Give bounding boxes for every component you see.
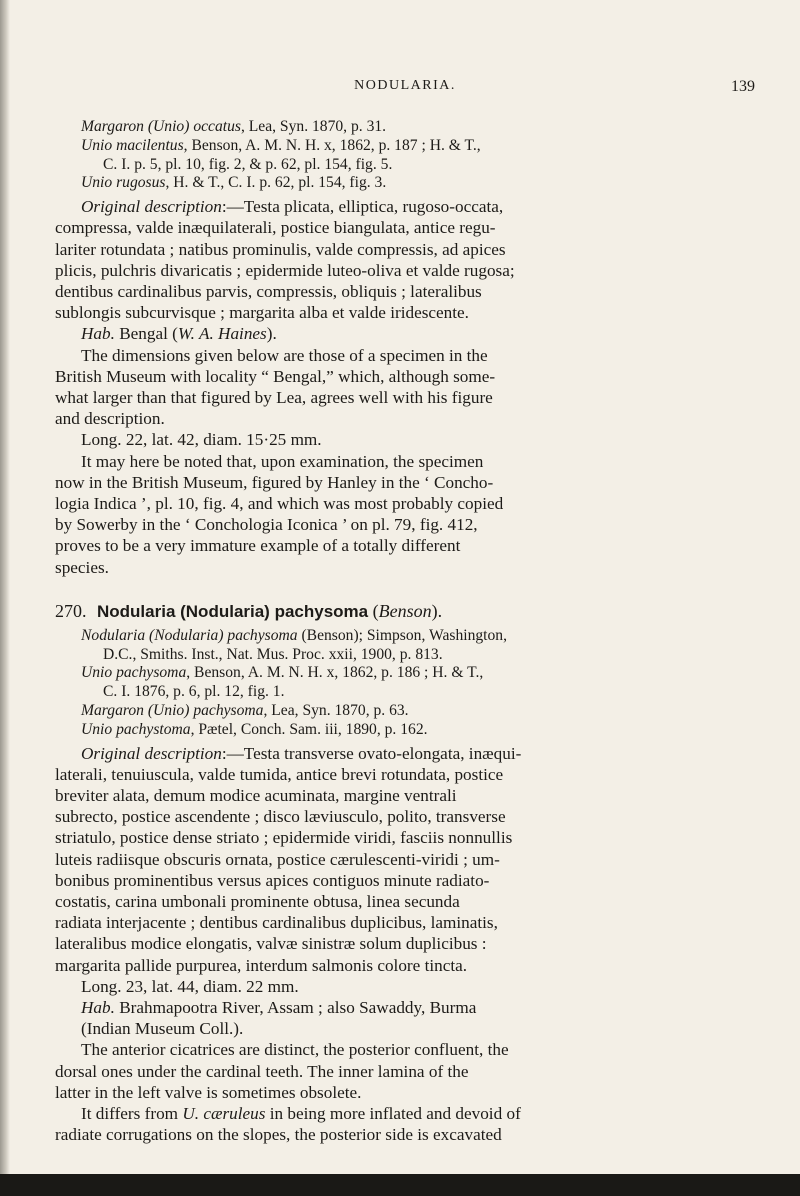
original-description-2 bbox=[55, 743, 755, 976]
dimensions-2: Long. 23, lat. 44, diam. 22 mm. bbox=[81, 976, 299, 996]
text-line: Brahmapootra River, Assam ; also Sawaddy, Burma bbox=[114, 998, 477, 1018]
habitat-1 bbox=[55, 323, 755, 344]
text-line: by Sowerby in the ‘ Conchologia Iconica ’ on pl. 79, fig. 412, bbox=[55, 515, 478, 535]
synonymy-list-2 bbox=[55, 627, 755, 740]
comparison-rest: in being more inflated and devoid of bbox=[265, 1104, 521, 1124]
text-line: luteis radiisque obscuris ornata, postice cærulescenti-viridi ; um- bbox=[55, 849, 500, 869]
page-body bbox=[55, 118, 755, 1145]
taxon-name: Nodularia (Nodularia) pachysoma bbox=[81, 626, 298, 644]
text-line: lariter rotundata ; natibus prominulis, valde compressis, ad apices bbox=[55, 239, 506, 259]
text-line: laterali, tenuiuscula, valde tumida, antice brevi rotundata, postice bbox=[55, 764, 504, 784]
taxon-name: Unio pachysoma bbox=[81, 664, 187, 682]
synonymy-entry bbox=[55, 646, 755, 665]
remarks-paragraph-3 bbox=[55, 1039, 755, 1103]
text-line: dentibus cardinalibus parvis, compressis, obliquis ; lateralibus bbox=[55, 282, 482, 301]
taxon-name: Margaron (Unio) occatus bbox=[81, 118, 241, 135]
book-spine-shadow bbox=[0, 0, 10, 1196]
text-line: lateralibus modice elongatis, valvæ sinistræ solum duplicibus : bbox=[55, 934, 487, 954]
text-line: what larger than that figured by Lea, agrees well with his figure bbox=[55, 388, 493, 408]
species-number: 270. bbox=[55, 600, 87, 621]
text-line: logia Indica ’, pl. 10, fig. 4, and which was most probably copied bbox=[55, 494, 504, 514]
original-description-label-2: Original description bbox=[81, 743, 222, 763]
citation-text: D.C., Smiths. Inst., Nat. Mus. Proc. xxii, 1900, p. 813. bbox=[103, 645, 443, 663]
synonymy-entry bbox=[55, 721, 755, 740]
comparison-text: It differs from bbox=[81, 1104, 183, 1124]
synonymy-entry bbox=[55, 702, 755, 721]
text-line: species. bbox=[55, 557, 109, 577]
text-line: striatulo, postice dense striato ; epidermide viridi, fasciis nonnullis bbox=[55, 828, 513, 848]
synonymy-entry bbox=[55, 664, 755, 683]
text-line: The dimensions given below are those of a specimen in the bbox=[81, 345, 488, 365]
original-description-label: Original description bbox=[81, 197, 222, 217]
hab-label-2: Hab. bbox=[81, 998, 115, 1018]
taxon-name: Unio pachystoma bbox=[81, 720, 191, 738]
text-line: latter in the left valve is sometimes obsolete. bbox=[55, 1082, 362, 1102]
habitat-2 bbox=[55, 997, 755, 1039]
synonymy-entry bbox=[55, 137, 755, 156]
synonymy-entry bbox=[55, 174, 755, 193]
page-number: 139 bbox=[731, 78, 755, 95]
citation-text: (Benson); Simpson, Washington, bbox=[297, 626, 507, 644]
synonymy-entry bbox=[55, 156, 755, 175]
species-name: Nodularia (Nodularia) pachysoma bbox=[97, 601, 369, 621]
comparison-species: U. cæruleus bbox=[182, 1104, 266, 1124]
text-line: dorsal ones under the cardinal teeth. The inner lamina of the bbox=[55, 1061, 469, 1081]
taxon-name: Unio macilentus bbox=[81, 136, 184, 154]
remarks-paragraph-4 bbox=[55, 1103, 755, 1145]
text-line: sublongis subcurvisque ; margarita alba et valde iridescente. bbox=[55, 303, 469, 323]
text-line: The anterior cicatrices are distinct, the posterior confluent, the bbox=[81, 1040, 509, 1060]
synonymy-list-1 bbox=[55, 118, 755, 193]
text-line: now in the British Museum, figured by Hanley in the ‘ Concho- bbox=[55, 472, 494, 492]
text-line: :—Testa transverse ovato-elongata, inæqui- bbox=[221, 743, 522, 763]
synonymy-entry bbox=[55, 118, 755, 137]
running-head bbox=[55, 78, 755, 98]
text-line: and description. bbox=[55, 409, 165, 429]
citation-text: , Benson, A. M. N. H. x, 1862, p. 186 ; H. & T., bbox=[186, 664, 484, 682]
hab-text: Bengal ( bbox=[114, 324, 178, 344]
text-line: margarita pallide purpurea, interdum salmonis colore tincta. bbox=[55, 955, 468, 975]
text-line: proves to be a very immature example of a totally different bbox=[55, 536, 461, 556]
citation-text: C. I. 1876, p. 6, pl. 12, fig. 1. bbox=[103, 683, 285, 701]
citation-text: , H. & T., C. I. p. 62, pl. 154, fig. 3. bbox=[165, 174, 387, 192]
synonymy-entry bbox=[55, 627, 755, 646]
text-line: radiata interjacente ; dentibus cardinalibus duplicibus, laminatis, bbox=[55, 913, 498, 933]
citation-text: , Lea, Syn. 1870, p. 31. bbox=[240, 118, 387, 135]
text-line: (Indian Museum Coll.). bbox=[81, 1019, 244, 1039]
hab-collector: W. A. Haines bbox=[177, 324, 267, 344]
citation-text: , Lea, Syn. 1870, p. 63. bbox=[263, 702, 409, 720]
taxon-name: Unio rugosus bbox=[81, 174, 166, 192]
hab-label: Hab. bbox=[81, 324, 115, 344]
text-line: :—Testa plicata, elliptica, rugoso-occata, bbox=[221, 197, 504, 217]
citation-text: , Benson, A. M. N. H. x, 1862, p. 187 ; H. & T., bbox=[183, 136, 481, 154]
remarks-paragraph-1 bbox=[55, 345, 755, 430]
text-line: breviter alata, demum modice acuminata, margine ventrali bbox=[55, 786, 457, 806]
text-line: costatis, carina umbonali prominente obtusa, linea secunda bbox=[55, 892, 460, 912]
citation-text: C. I. p. 5, pl. 10, fig. 2, & p. 62, pl. 154, fig. 5. bbox=[103, 155, 393, 173]
text-line: plicis, pulchris divaricatis ; epidermide luteo-oliva et valde rugosa; bbox=[55, 260, 515, 280]
dimensions-1: Long. 22, lat. 42, diam. 15·25 mm. bbox=[81, 430, 322, 450]
text-line: It may here be noted that, upon examination, the specimen bbox=[81, 451, 484, 471]
taxon-name: Margaron (Unio) pachysoma bbox=[81, 702, 264, 720]
species-heading: 270. Nodularia (Nodularia) pachysoma (Benson). bbox=[55, 600, 443, 621]
text-line: British Museum with locality “ Bengal,” which, although some- bbox=[55, 366, 496, 386]
hab-close: ). bbox=[266, 324, 277, 344]
running-head-title: NODULARIA. bbox=[354, 78, 456, 93]
text-line: bonibus prominentibus versus apices contiguos minute radiato- bbox=[55, 870, 490, 890]
scan-bottom-edge bbox=[0, 1174, 800, 1196]
species-author: Benson bbox=[378, 600, 432, 621]
text-line: compressa, valde inæquilaterali, postice biangulata, antice regu- bbox=[55, 218, 496, 238]
synonymy-entry bbox=[55, 683, 755, 702]
comparison-line2: radiate corrugations on the slopes, the posterior side is excavated bbox=[55, 1125, 502, 1145]
text-line: subrecto, postice ascendente ; disco læviusculo, polito, transverse bbox=[55, 807, 506, 827]
citation-text: , Pætel, Conch. Sam. iii, 1890, p. 162. bbox=[190, 720, 428, 738]
remarks-paragraph-2 bbox=[55, 451, 755, 578]
original-description-1 bbox=[55, 196, 755, 323]
